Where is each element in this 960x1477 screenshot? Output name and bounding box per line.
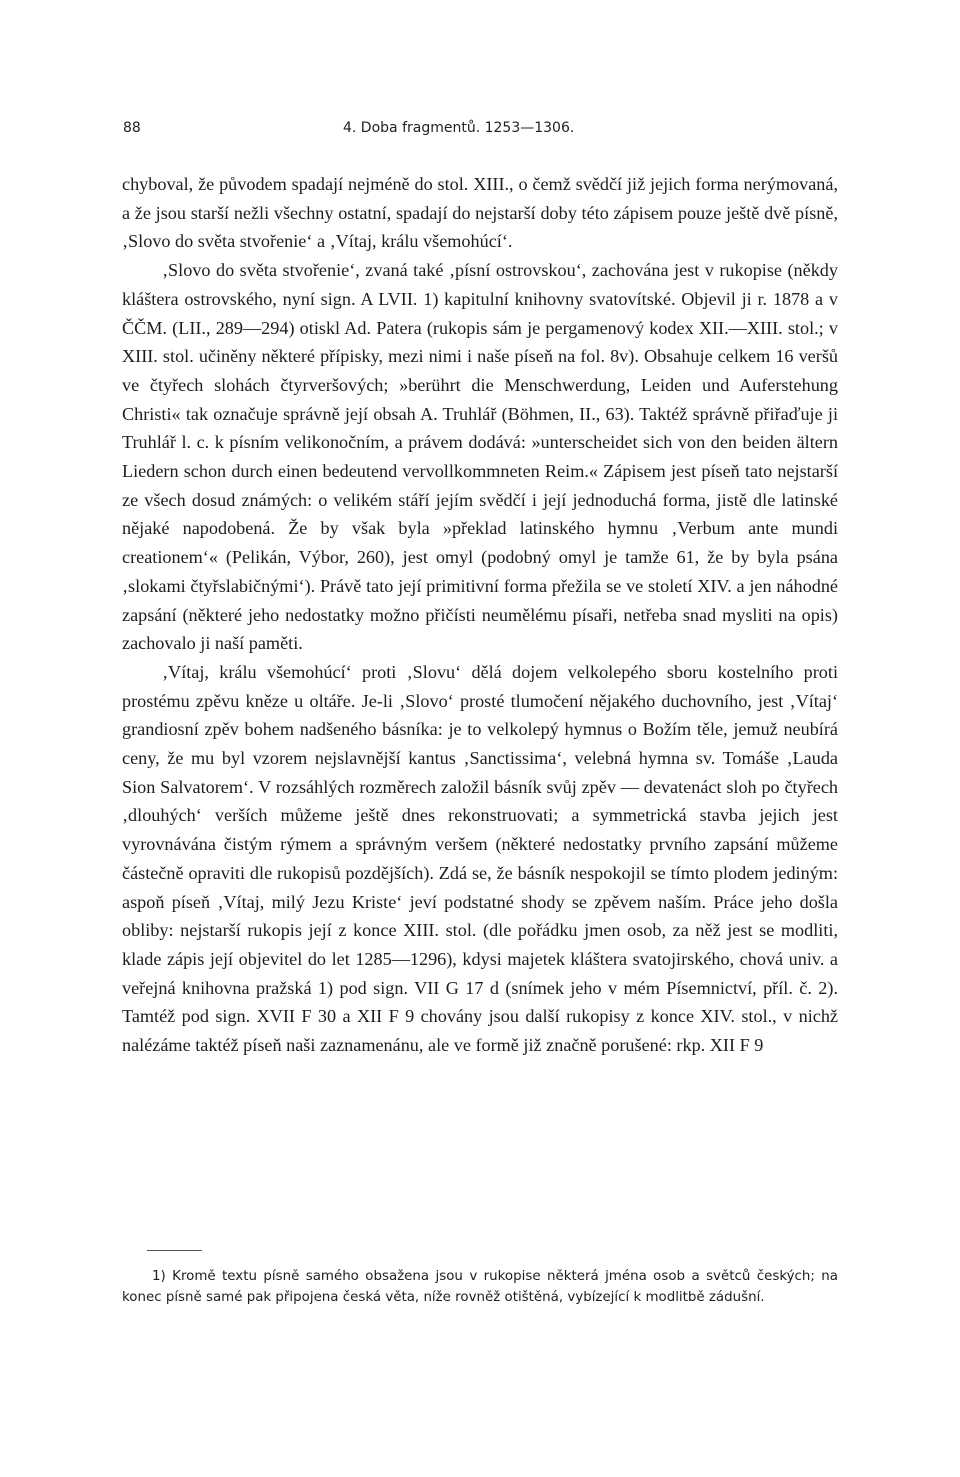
paragraph: chyboval, že původem spadají nejméně do stol. XIII., o čemž svědčí již jejich forma nerýmovaná, a že jsou starší nežli všechny ostatní, spadají do nejstarší doby této zápisem pouze ještě dvě písně, ‚Slovo do světa stvořenie‘ a ‚Vítaj, králu všemohúcí‘. (122, 174, 838, 252)
footnote-body: Kromě textu písně samého obsažena jsou v rukopise některá jména osob a světců českých; na konec písně samé pak připojena česká věta, níže rovněž otištěná, vybízející k modlitbě zádušní. (122, 1269, 838, 1305)
page-header (123, 120, 843, 144)
main-text (122, 170, 838, 1060)
running-title: 4. Doba fragmentů. 1253—1306. (343, 120, 575, 136)
paragraph: ‚Slovo do světa stvořenie‘, zvaná také ‚písní ostrovskou‘, zachována jest v rukopise (někdy kláštera ostrovského, nyní sign. A LVII. 1) kapitulní knihovny svatovítské. Objevil ji r. 1878 a v ČČM. (LII., 289—294) otiskl Ad. Patera (rukopis sám je pergamenový kodex XII.—XIII. stol.; v XIII. stol. učiněny některé přípisky, mezi nimi i naše píseň na fol. 8v). Obsahuje celkem 16 veršů ve čtyřech slohách čtyrveršových; »berührt die Menschwerdung, Leiden und Auferstehung Christi« tak označuje správně její obsah A. Truhlář (Böhmen, II., 63). Taktéž správně přiřaďuje ji Truhlář l. c. k písním velikonočním, a právem dodává: »unterscheidet sich von den beiden ältern Liedern schon durch einen bedeutend vervollkommneten Reim.« Zápisem jest píseň tato nejstarší ze všech dosud známých: o velikém stáří jejím svědčí i její jednoduchá forma, jistě dle latinské nějaké napodobená. Že by však byla »překlad latinského hymnu ‚Verbum ante mundi creationem‘« (Pelikán, Výbor, 260), jest omyl (podobný omyl je tamže 61, že by byla psána ‚slokami čtyřslabičnými‘). Právě tato její primitivní forma přežila se ve století XIV. a jen náhodné zapsání (některé jeho nedostatky možno přičísti neumělému písaři, netřeba snad mysliti na opis) zachovalo ji naší paměti. (122, 260, 838, 654)
footnote (122, 1266, 838, 1308)
page-number: 88 (123, 120, 141, 136)
paragraph: ‚Vítaj, králu všemohúcí‘ proti ‚Slovu‘ dělá dojem velkolepého sboru kostelního proti prostému zpěvu kněze u oltáře. Je-li ‚Slovo‘ prosté tlumočení nějakého duchovního, jest ‚Vítaj‘ grandiosní zpěv bohem nadšeného básníka: je to velkolepý hymnus o Božím těle, jemuž neubírá ceny, že mu byl vzorem nejslavnější kantus ‚Sanctissima‘, velebná hymna sv. Tomáše ‚Lauda Sion Salvatorem‘. V rozsáhlých rozměrech založil básník svůj zpěv — devatenáct sloh po čtyřech ‚dlouhých‘ verších můžeme ještě dnes rekonstruovati; a symmetrická stavba jejich jest vyrovnávána čistým rýmem a správným veršem (některé nedostatky prvního zapsání můžeme částečně opraviti dle rukopisů pozdějších). Zdá se, že básník nespokojil se tímto plodem jediným: aspoň píseň ‚Vítaj, milý Jezu Kriste‘ jeví podstatné shody se zpěvem naším. Práce jeho došla obliby: nejstarší rukopis její z konce XIII. stol. (dle pořádku jmen osob, za něž jest se modliti, klade zápis její objevitel do let 1285—1296), kdysi majetek kláštera svatojirského, chová univ. a veřejná knihovna pražská 1) pod sign. VII G 17 d (snímek jeho v mém Písemnictví, příl. č. 2). Tamtéž pod sign. XVII F 30 a XII F 9 chovány jsou další rukopisy z konce XIV. stol., v nichž nalézáme taktéž píseň naši zaznamenánu, ale ve formě již značně porušené: rkp. XII F 9 (122, 661, 838, 1056)
footnote-divider (147, 1250, 202, 1251)
footnote-marker: 1) (152, 1269, 166, 1284)
footnote-text (122, 1266, 838, 1308)
